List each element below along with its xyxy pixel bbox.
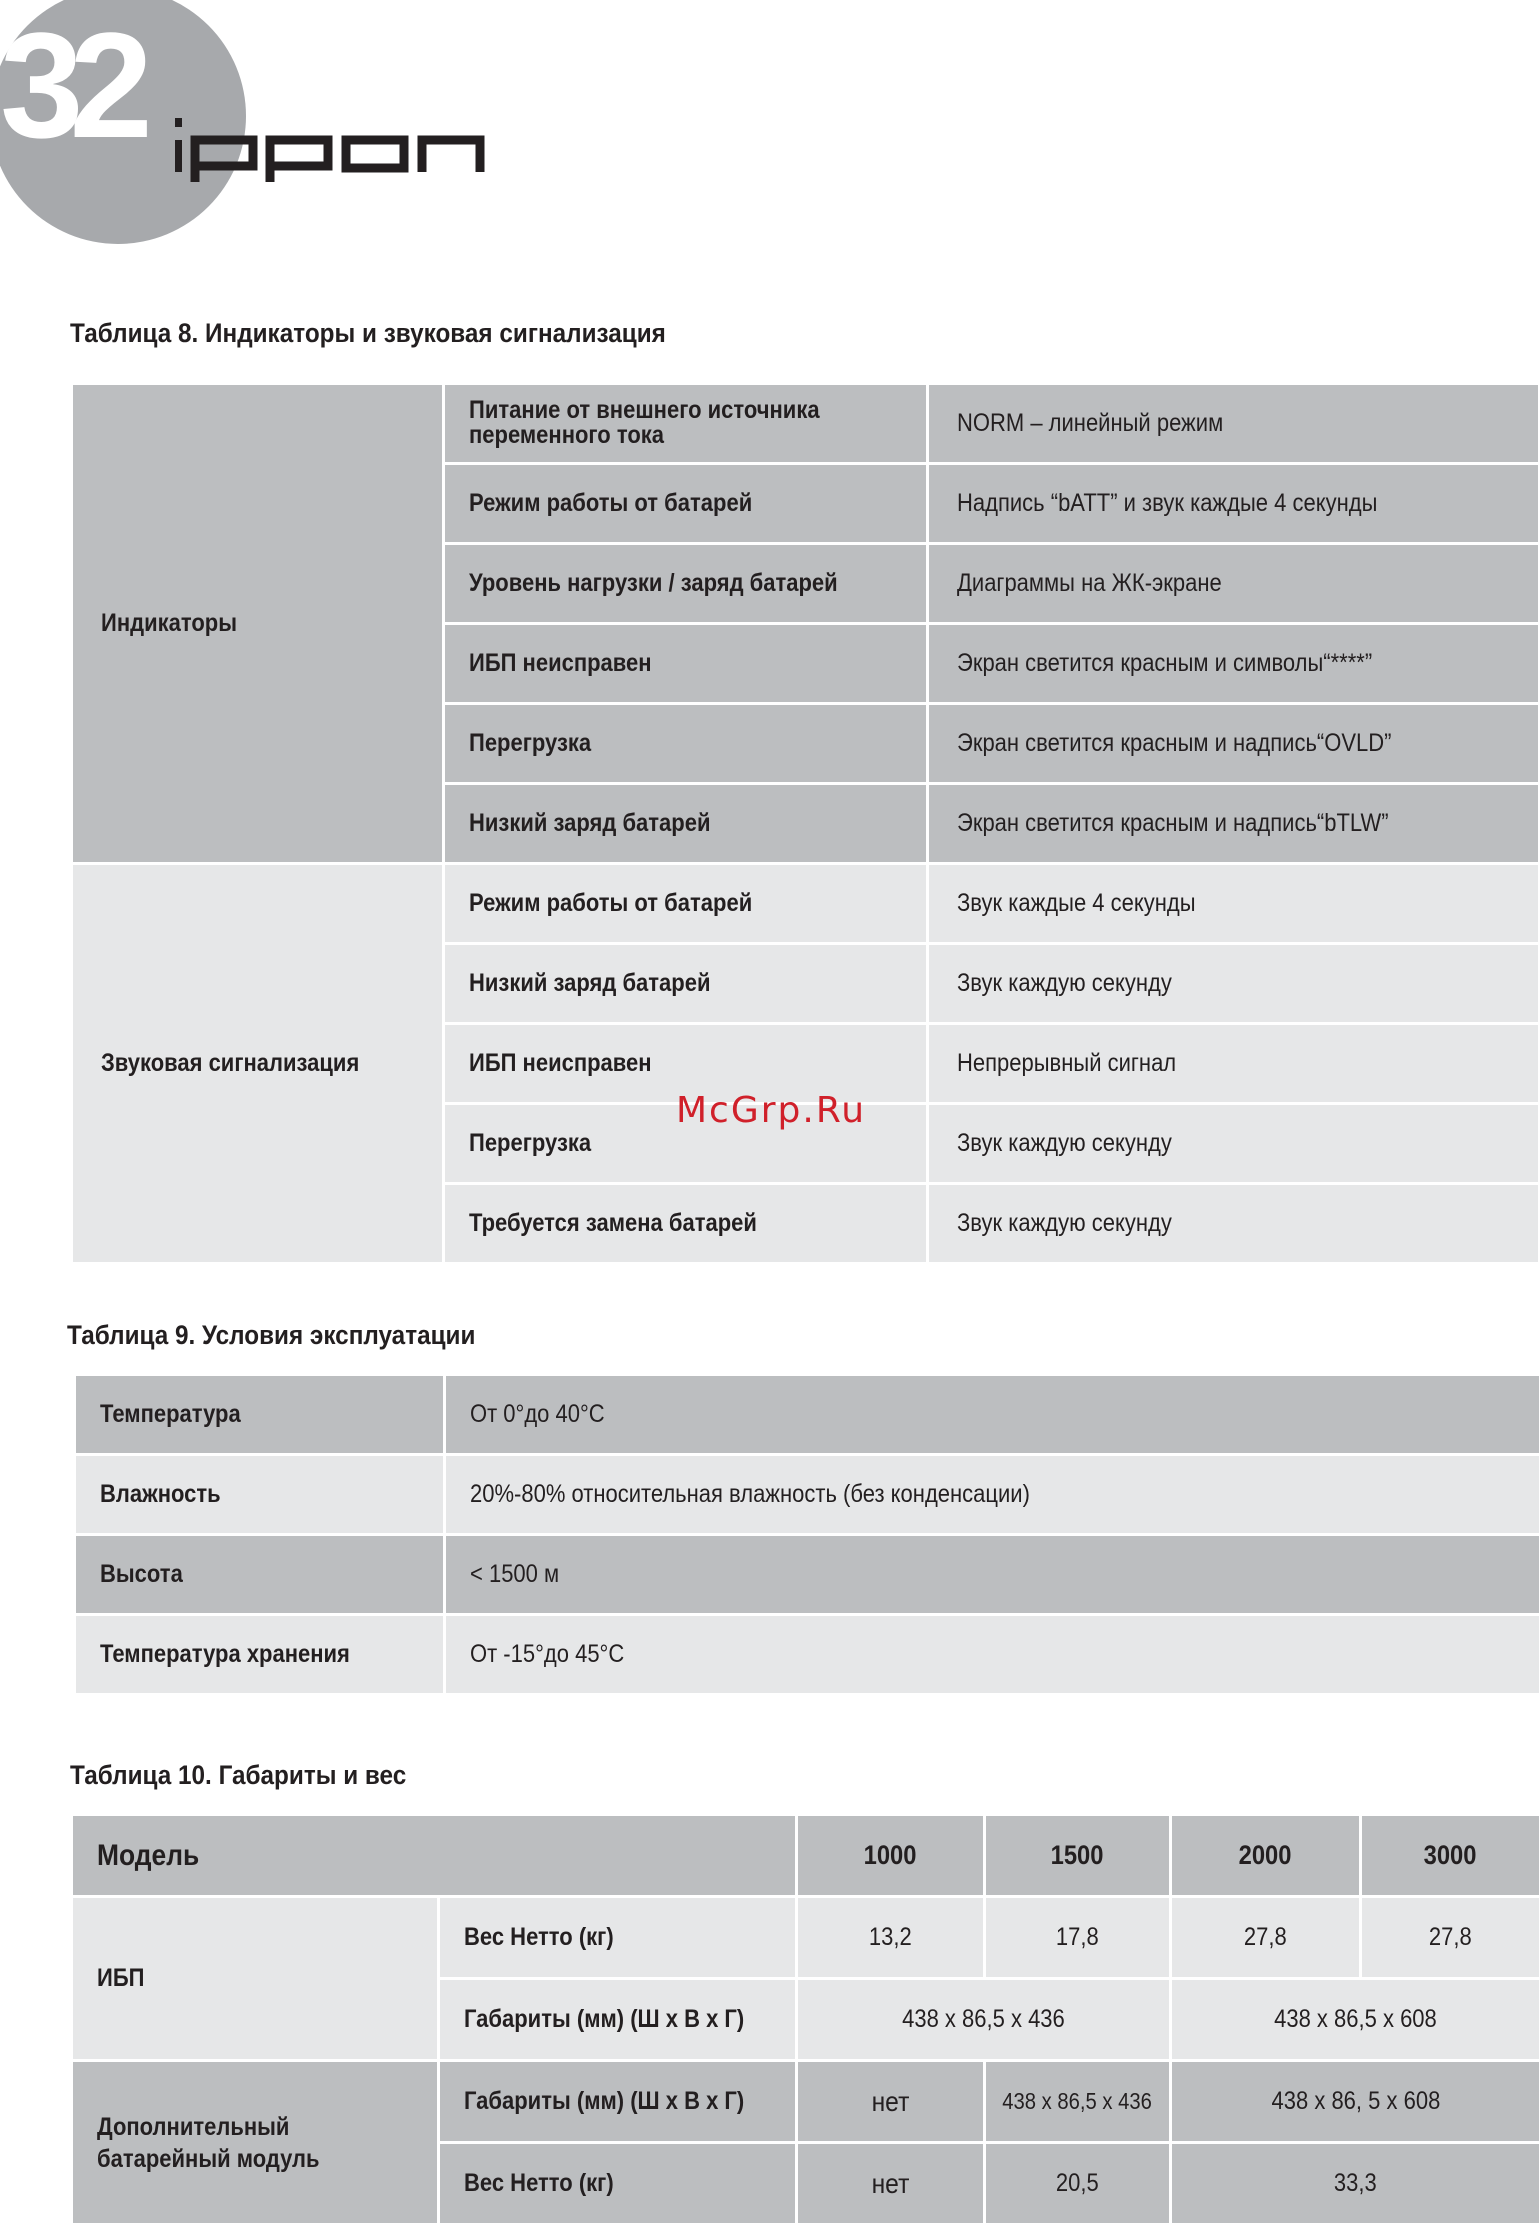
param-cell	[75, 1455, 445, 1535]
value-cell	[797, 1979, 1171, 2061]
model-column-header	[1171, 1815, 1361, 1897]
value-cell	[445, 1615, 1539, 1695]
value-text: От -15°до 45°С	[470, 1640, 625, 1668]
state-label: Уровень нагрузки / заряд батарей	[469, 569, 838, 597]
weight-value: 20,5	[1056, 2169, 1099, 2197]
value-text: Звук каждую секунду	[957, 969, 1172, 997]
value-text: Звук каждую секунду	[957, 1209, 1172, 1237]
state-cell	[444, 464, 928, 544]
state-label: Перегрузка	[469, 1129, 592, 1157]
value-text: NORM – линейный режим	[957, 409, 1224, 437]
state-cell	[444, 384, 928, 464]
value-cell	[1171, 2143, 1539, 2225]
table-row	[75, 1375, 1539, 1455]
value-cell	[797, 1897, 985, 1979]
state-cell	[444, 704, 928, 784]
dimensions-value: 438 х 86,5 х 436	[902, 2005, 1065, 2033]
dimensions-value: 438 х 86,5 х 436	[1002, 2088, 1153, 2114]
table-row	[75, 1535, 1539, 1615]
value-cell	[928, 704, 1539, 784]
weight-label: Вес Нетто (кг)	[464, 1923, 614, 1951]
battery-group-label-line1: Дополнительный	[97, 2112, 290, 2141]
value-cell	[985, 1897, 1171, 1979]
param-cell	[439, 2061, 797, 2143]
state-cell	[444, 944, 928, 1024]
state-cell	[444, 544, 928, 624]
state-label: Режим работы от батарей	[469, 489, 753, 517]
value-cell	[928, 544, 1539, 624]
weight-value: 33,3	[1334, 2169, 1377, 2197]
table10-title: Таблица 10. Габариты и вес	[70, 1760, 407, 1790]
param-label: Высота	[100, 1560, 183, 1588]
brand-logo	[175, 110, 540, 190]
value-cell	[797, 2143, 985, 2225]
battery-group-cell	[72, 2061, 439, 2225]
value-cell	[1171, 1897, 1361, 1979]
weight-label: Вес Нетто (кг)	[464, 2169, 614, 2197]
table8-title: Таблица 8. Индикаторы и звуковая сигнализация	[70, 318, 666, 348]
value-cell	[445, 1375, 1539, 1455]
model-name: 3000	[1424, 1840, 1477, 1870]
value-cell	[1171, 2061, 1539, 2143]
value-cell	[445, 1455, 1539, 1535]
model-name: 1000	[864, 1840, 917, 1870]
param-cell	[439, 2143, 797, 2225]
param-cell	[439, 1897, 797, 1979]
ups-group-label: ИБП	[97, 1964, 145, 1992]
state-cell	[444, 784, 928, 864]
value-text: Надпись “bATT” и звук каждые 4 секунды	[957, 489, 1378, 517]
logo-n	[422, 140, 480, 172]
logo-i-dot	[175, 118, 182, 127]
value-text: Диаграммы на ЖК-экране	[957, 569, 1222, 597]
dimensions-value: нет	[871, 2085, 910, 2117]
table-header-row	[72, 1815, 1539, 1897]
brand-logo-letters	[175, 118, 480, 182]
model-column-header	[797, 1815, 985, 1897]
ups-group-cell	[72, 1897, 439, 2061]
state-label: Требуется замена батарей	[469, 1209, 757, 1237]
table-row	[75, 1455, 1539, 1535]
dimensions-value: 438 х 86, 5 х 608	[1271, 2087, 1440, 2115]
state-label-line1: Питание от внешнего источника	[469, 395, 820, 424]
indicators-group-cell	[72, 384, 444, 864]
model-header-cell	[72, 1815, 797, 1897]
state-label-line2: переменного тока	[469, 420, 665, 449]
weight-value: нет	[871, 2167, 910, 2199]
weight-value: 27,8	[1244, 1923, 1287, 1951]
table9-title: Таблица 9. Условия эксплуатации	[67, 1320, 476, 1350]
value-text: < 1500 м	[470, 1560, 560, 1588]
param-label: Влажность	[100, 1480, 221, 1508]
param-cell	[75, 1375, 445, 1455]
param-label: Температура	[100, 1400, 241, 1428]
table10-dimensions-weight	[70, 1813, 1539, 2226]
value-cell	[445, 1535, 1539, 1615]
weight-value: 13,2	[869, 1923, 912, 1951]
table-row	[72, 864, 1539, 944]
value-cell	[928, 1184, 1539, 1264]
battery-group-label-line2: батарейный модуль	[97, 2144, 320, 2173]
model-name: 2000	[1239, 1840, 1292, 1870]
value-cell	[928, 1104, 1539, 1184]
dimensions-label: Габариты (мм) (Ш х В х Г)	[464, 2087, 745, 2115]
state-cell	[444, 1184, 928, 1264]
state-label: Перегрузка	[469, 729, 592, 757]
model-column-header	[985, 1815, 1171, 1897]
weight-value: 27,8	[1429, 1923, 1472, 1951]
value-cell	[928, 784, 1539, 864]
value-cell	[928, 944, 1539, 1024]
dimensions-value: 438 х 86,5 х 608	[1274, 2005, 1437, 2033]
table-row	[72, 384, 1539, 464]
table-row	[72, 2061, 1539, 2143]
page-number: 32	[0, 1, 139, 169]
indicators-group-label: Индикаторы	[101, 609, 237, 637]
table-row	[72, 1897, 1539, 1979]
table8-indicators	[70, 382, 1539, 1265]
battery-group-label	[97, 2111, 320, 2175]
value-text: Звук каждые 4 секунды	[957, 889, 1196, 917]
value-text: Экран светится красным и надпись“OVLD”	[957, 729, 1392, 757]
value-text: От 0°до 40°С	[470, 1400, 605, 1428]
state-label: Режим работы от батарей	[469, 889, 753, 917]
logo-p1	[195, 140, 253, 182]
alarms-group-cell	[72, 864, 444, 1264]
value-cell	[985, 2143, 1171, 2225]
state-label: ИБП неисправен	[469, 1049, 652, 1077]
weight-value: 17,8	[1056, 1923, 1099, 1951]
state-label	[469, 395, 820, 449]
watermark: McGrp.Ru	[676, 1090, 867, 1131]
state-cell	[444, 864, 928, 944]
value-text: Звук каждую секунду	[957, 1129, 1172, 1157]
table9-operating-conditions	[73, 1373, 1539, 1696]
value-cell	[1171, 1979, 1539, 2061]
alarms-group-label: Звуковая сигнализация	[101, 1049, 360, 1077]
param-cell	[439, 1979, 797, 2061]
value-cell	[797, 2061, 985, 2143]
value-text: Непрерывный сигнал	[957, 1049, 1177, 1077]
value-text: Экран светится красным и надпись“bTLW”	[957, 809, 1389, 837]
value-cell	[928, 464, 1539, 544]
value-cell	[928, 384, 1539, 464]
param-cell	[75, 1535, 445, 1615]
model-header-label: Модель	[97, 1838, 200, 1872]
table-row	[75, 1615, 1539, 1695]
dimensions-label: Габариты (мм) (Ш х В х Г)	[464, 2005, 745, 2033]
state-label: ИБП неисправен	[469, 649, 652, 677]
value-text: 20%-80% относительная влажность (без конденсации)	[470, 1480, 1030, 1508]
value-cell	[1361, 1897, 1539, 1979]
value-text: Экран светится красным и символы“****”	[957, 649, 1373, 677]
state-cell	[444, 624, 928, 704]
state-label: Низкий заряд батарей	[469, 809, 711, 837]
state-label: Низкий заряд батарей	[469, 969, 711, 997]
logo-o	[346, 140, 404, 168]
value-cell	[985, 2061, 1171, 2143]
model-name: 1500	[1051, 1840, 1104, 1870]
value-cell	[928, 864, 1539, 944]
value-cell	[928, 624, 1539, 704]
param-label: Температура хранения	[100, 1640, 350, 1668]
model-column-header	[1361, 1815, 1539, 1897]
value-cell	[928, 1024, 1539, 1104]
logo-p2	[270, 140, 328, 182]
param-cell	[75, 1615, 445, 1695]
